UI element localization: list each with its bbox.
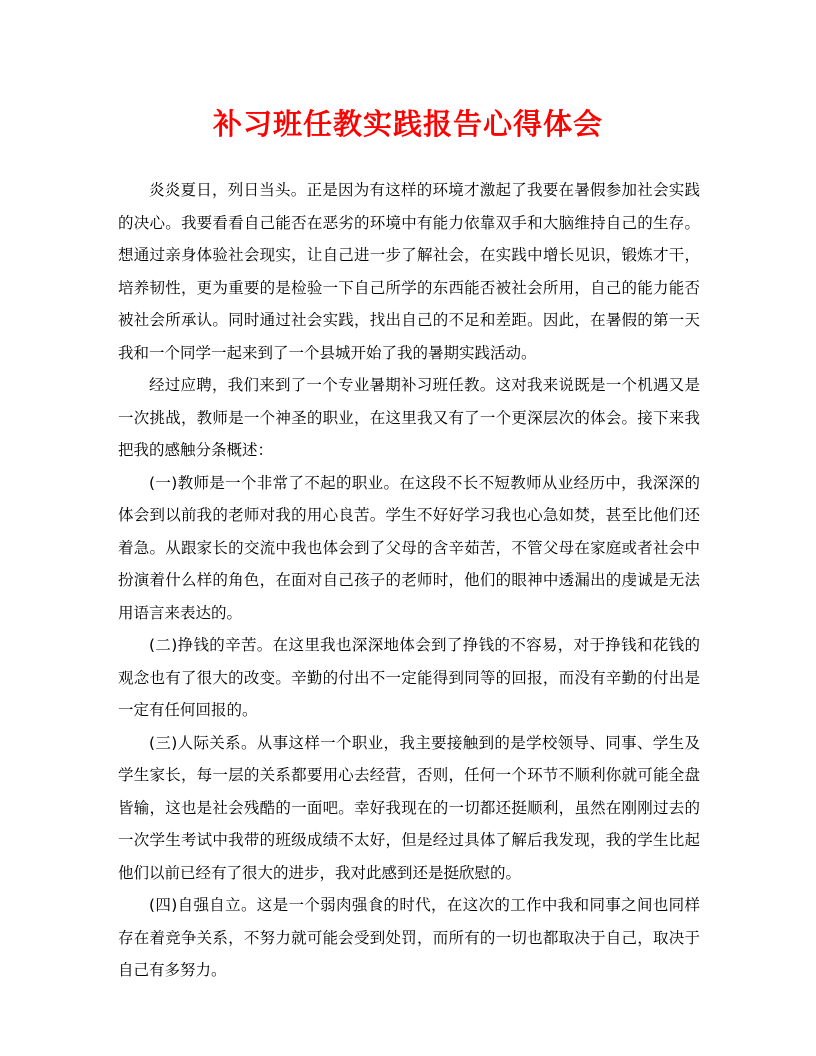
paragraph-point-4: (四)自强自立。这是一个弱肉强食的时代，在这次的工作中我和同事之间也同样存在着竞争关系，不努力就可能会受到处罚，而所有的一切也都取决于自己，取决于自己有多努力。 bbox=[118, 896, 700, 979]
paragraph-intro: 炎炎夏日，列日当头。正是因为有这样的环境才激起了我要在暑假参加社会实践的决心。我要看看自己能否在恶劣的环境中有能力依靠双手和大脑维持自己的生存。想通过亲身体验社会现实，让自己进一步了解社会，在实践中增长见识，锻炼才干，培养韧性，更为重要的是检验一下自己所学的东西能否被社会所用，自己的能力能否被社会所承认。同时通过社会实践，找出自己的不足和差距。因此，在暑假的第一天我和一个同学一起来到了一个县城开始了我的暑期实践活动。 bbox=[118, 181, 700, 362]
paragraph-point-2: (二)挣钱的辛苦。在这里我也深深地体会到了挣钱的不容易，对于挣钱和花钱的观念也有了很大的改变。辛勤的付出不一定能得到同等的回报，而没有辛勤的付出是一定有任何回报的。 bbox=[118, 636, 700, 719]
document-title: 补习班任教实践报告心得体会 bbox=[212, 107, 603, 141]
document-body bbox=[118, 174, 700, 987]
paragraph-application: 经过应聘，我们来到了一个专业暑期补习班任教。这对我来说既是一个机遇又是一次挑战，教师是一个神圣的职业，在这里我又有了一个更深层次的体会。接下来我把我的感触分条概述： bbox=[118, 376, 700, 459]
paragraph-point-1: (一)教师是一个非常了不起的职业。在这段不长不短教师从业经历中，我深深的体会到以前我的老师对我的用心良苦。学生不好好学习我也心急如焚，甚至比他们还着急。从跟家长的交流中我也体会到了父母的含辛茹苦，不管父母在家庭或者社会中扮演着什么样的角色，在面对自己孩子的老师时，他们的眼神中透漏出的虔诚是无法用语言来表达的。 bbox=[118, 473, 700, 622]
paragraph-point-3: (三)人际关系。从事这样一个职业，我主要接触到的是学校领导、同事、学生及学生家长，每一层的关系都要用心去经营，否则，任何一个环节不顺利你就可能全盘皆输，这也是社会残酷的一面吧。幸好我现在的一切都还挺顺利，虽然在刚刚过去的一次学生考试中我带的班级成绩不太好，但是经过具体了解后我发现，我的学生比起他们以前已经有了很大的进步，我对此感到还是挺欣慰的。 bbox=[118, 733, 700, 882]
